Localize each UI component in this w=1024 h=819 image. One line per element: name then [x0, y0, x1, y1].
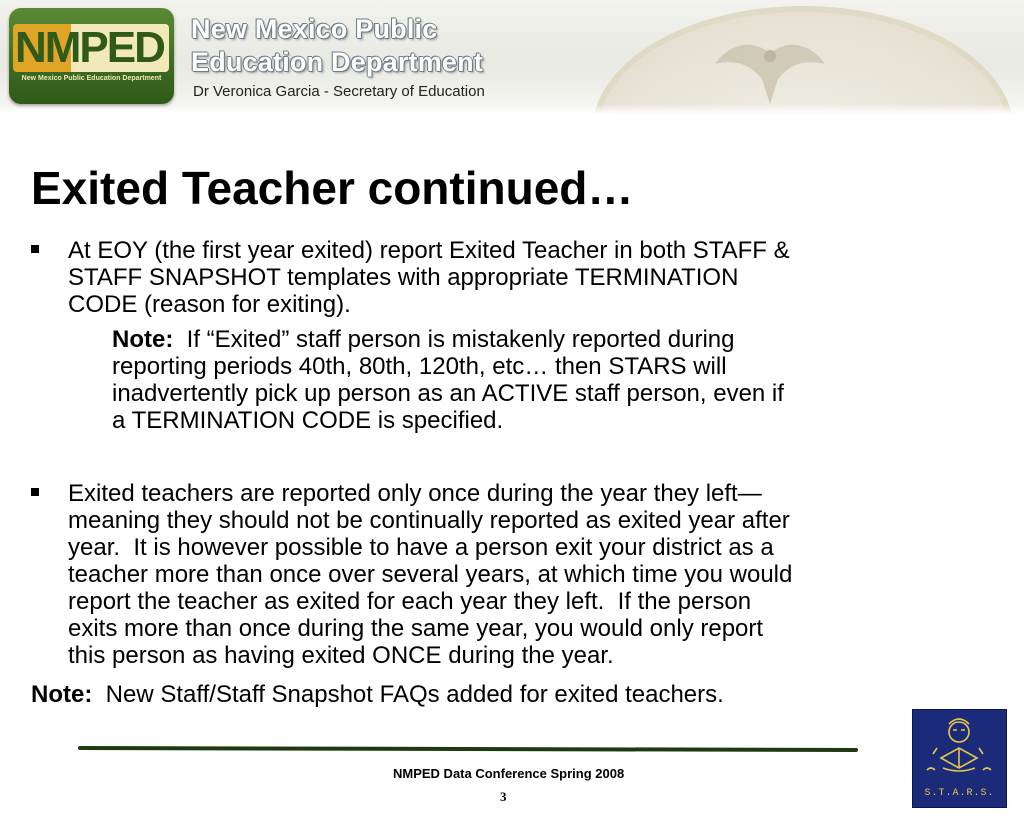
- text-line: report the teacher as exited for each year they left. If the person: [68, 588, 752, 615]
- header-banner: [0, 0, 1024, 114]
- text-line: If “Exited” staff person is mistakenly reported during: [173, 326, 735, 353]
- logo-text: NMPED: [15, 23, 164, 72]
- note-label: Note:: [31, 681, 93, 708]
- text-line: reporting periods 40th, 80th, 120th, etc… then STARS will: [112, 353, 727, 380]
- note-1: [112, 326, 784, 434]
- bullet-1-text: [68, 237, 790, 318]
- text-line: a TERMINATION CODE is specified.: [112, 407, 504, 434]
- bullet-2-text: [68, 480, 792, 669]
- note-2-text: New Staff/Staff Snapshot FAQs added for exited teachers.: [92, 681, 724, 708]
- logo-subtext: New Mexico Public Education Department: [21, 75, 162, 82]
- text-line: CODE (reason for exiting).: [68, 291, 351, 318]
- nmped-logo: [9, 8, 174, 104]
- stars-logo: [912, 709, 1007, 808]
- eagle-icon: [710, 34, 830, 114]
- text-line: meaning they should not be continually reported as exited year after: [68, 507, 790, 534]
- conference-footer: NMPED Data Conference Spring 2008: [393, 766, 625, 781]
- secretary-name: Dr Veronica Garcia - Secretary of Education: [193, 83, 485, 100]
- agency-line-1: New Mexico Public: [191, 14, 438, 44]
- bullet-marker: [31, 488, 43, 500]
- text-line: STAFF SNAPSHOT templates with appropriate TERMINATION: [68, 264, 739, 291]
- page-number: 3: [500, 789, 507, 804]
- note-label: Note:: [112, 326, 174, 353]
- text-line: At EOY (the first year exited) report Exited Teacher in both STAFF &: [68, 237, 790, 264]
- agency-line-2: Education Department: [191, 47, 484, 77]
- footer-divider: [78, 746, 858, 752]
- note-2: [31, 681, 724, 708]
- bullet-marker: [31, 245, 43, 257]
- text-line: year. It is however possible to have a person exit your district as a: [68, 534, 774, 561]
- text-line: inadvertently pick up person as an ACTIVE staff person, even if: [112, 380, 784, 407]
- agency-name: [191, 13, 551, 79]
- stars-logo-text: S.T.A.R.S.: [924, 788, 995, 799]
- slide-title: Exited Teacher continued…: [31, 162, 634, 214]
- text-line: teacher more than once over several years, at which time you would: [68, 561, 793, 588]
- reading-student-icon: [913, 710, 1006, 788]
- text-line: this person as having exited ONCE during the year.: [68, 642, 614, 669]
- text-line: Exited teachers are reported only once during the year they left—: [68, 480, 762, 507]
- text-line: exits more than once during the same year, you would only report: [68, 615, 764, 642]
